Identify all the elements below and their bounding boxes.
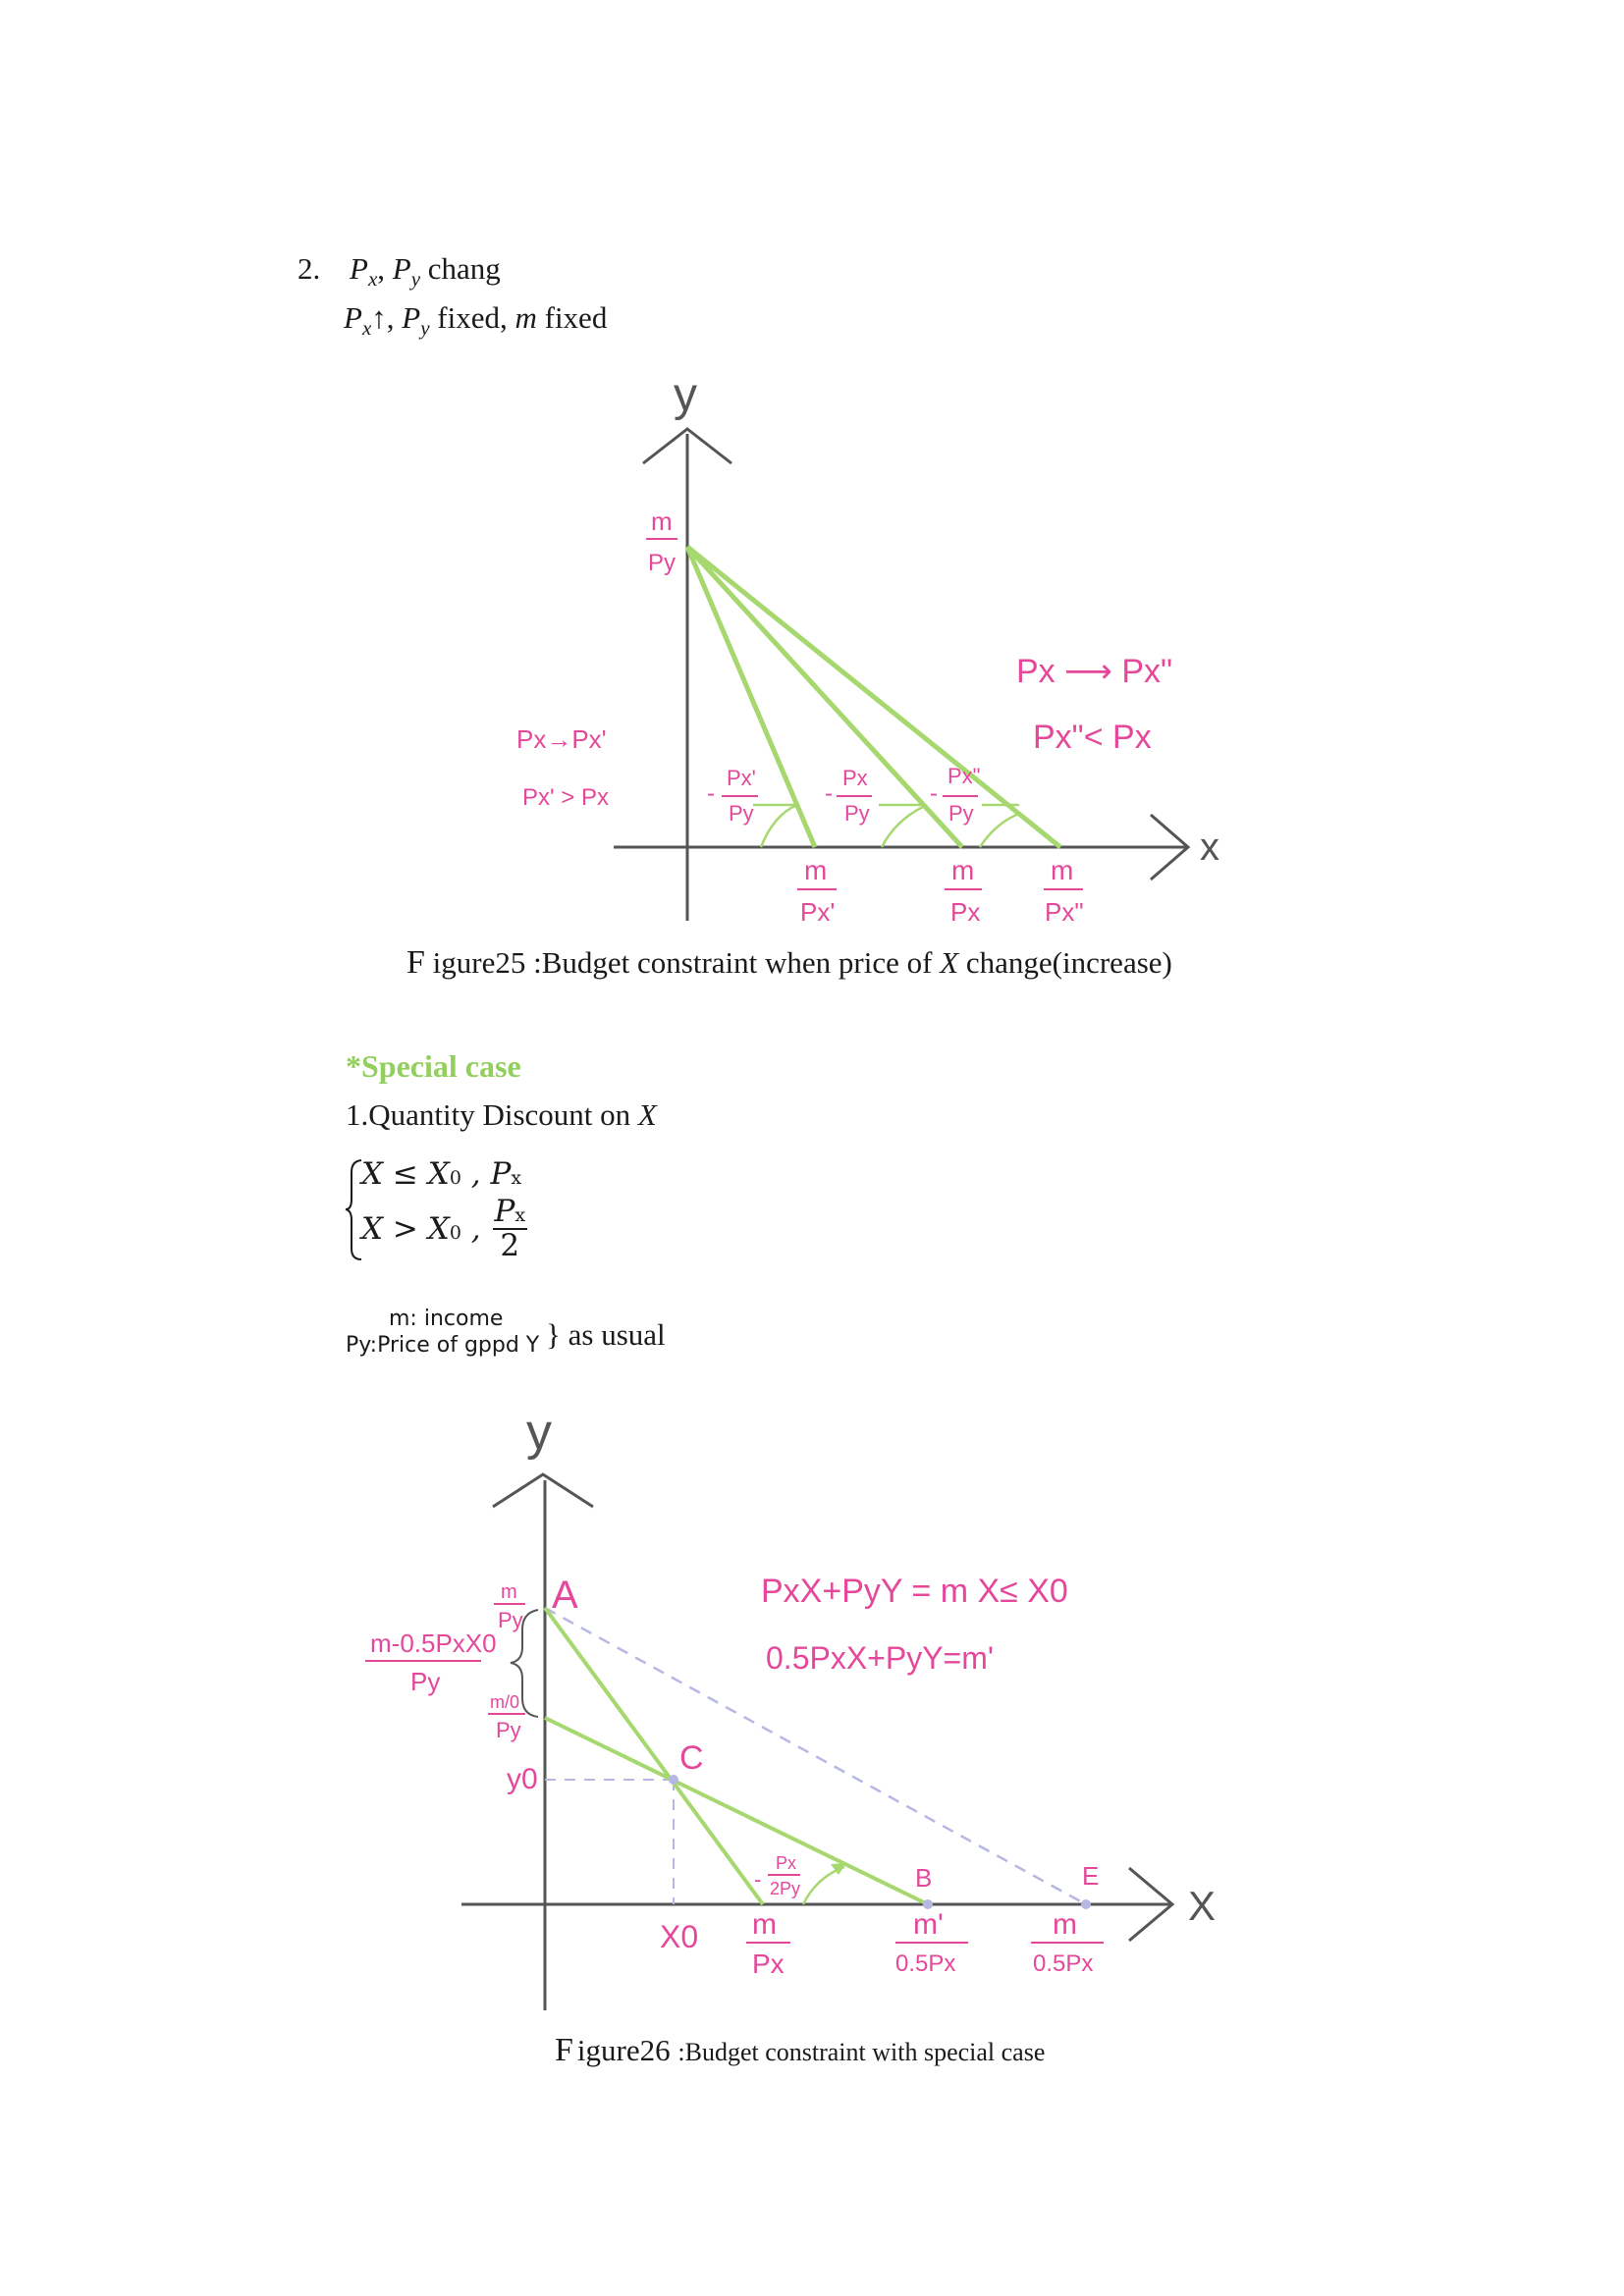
fig25-caption-x: X	[940, 945, 959, 980]
case2-fraction	[493, 1196, 528, 1261]
fig26-equation-1: PxX+PyY = m X≤ X0	[761, 1573, 1068, 1610]
fig25-x-int-3-den: Px"	[1045, 897, 1084, 927]
notes-brace: }	[546, 1317, 561, 1352]
special-case-heading: *Special case	[346, 1048, 521, 1084]
fig26-slope-minus: -	[754, 1867, 762, 1892]
fig26-x-int-2-num: m'	[913, 1908, 944, 1941]
fig26-x-int-3-num: m	[1053, 1908, 1077, 1941]
special-case-item	[346, 1097, 657, 1133]
fig25-slope-2-minus: -	[825, 780, 833, 807]
price-x-subscript: x	[367, 267, 378, 291]
fig26-y-int-num: m	[501, 1581, 517, 1603]
fig26-y-arrowhead	[493, 1474, 593, 1507]
fig26-point-e: E	[1082, 1861, 1100, 1891]
fig25-caption-f: F	[406, 944, 425, 981]
fig26-y-int-den: Py	[498, 1608, 523, 1632]
fig25-right-note-1: Px ⟶ Px"	[1016, 653, 1173, 690]
section-number: 2.	[298, 251, 321, 286]
fig26-x-int-2-den: 0.5Px	[895, 1950, 956, 1977]
price-y-symbol: P	[392, 251, 411, 286]
as-usual-text	[546, 1317, 666, 1353]
fig26-x0-label: X0	[660, 1919, 699, 1954]
figure25-caption	[406, 944, 1172, 982]
fig25-caption-end: change(increase)	[958, 945, 1172, 980]
fig25-caption-text: igure25 :Budget constraint when price of	[424, 945, 941, 980]
fig25-x-int-1-den: Px'	[800, 897, 836, 927]
fig26-x-int-1-den: Px	[752, 1949, 785, 1979]
fig26-slope-den: 2Py	[770, 1879, 801, 1898]
heading-separator: ,	[377, 251, 393, 286]
case1-condition: X ≤ X	[361, 1156, 450, 1192]
fig25-left-note-2: Px' > Px	[522, 784, 609, 811]
fig25-x-axis-label: x	[1200, 826, 1219, 869]
line2-px-sub: x	[361, 316, 372, 340]
fig25-x-int-2-num: m	[951, 855, 975, 885]
figure26-caption	[555, 2032, 1045, 2069]
fig25-slope-1-minus: -	[707, 780, 715, 807]
fig26-left-den: Py	[410, 1667, 441, 1696]
fig26-point-e-dot	[1081, 1899, 1091, 1909]
special-case-item-text: 1.Quantity Discount on	[346, 1097, 638, 1132]
case2-num-sub: x	[514, 1204, 526, 1226]
case2-den: 2	[500, 1227, 520, 1263]
fig25-slope-2-den: Py	[844, 801, 870, 826]
case2-num: P	[494, 1194, 515, 1229]
fig26-y-int2-num: m/0	[490, 1692, 520, 1712]
case2-sep: ,	[460, 1210, 481, 1247]
fig26-budget-line-discount	[545, 1718, 928, 1904]
fig26-point-c-dot	[669, 1775, 678, 1785]
fig25-y-intercept-num: m	[651, 507, 673, 536]
fig26-caption-num: igure26	[576, 2033, 678, 2067]
case1-price: , P	[460, 1156, 512, 1192]
line2-py: P	[402, 300, 421, 335]
fig26-x-int-3-den: 0.5Px	[1033, 1950, 1094, 1977]
case1-sub: 0	[449, 1167, 461, 1189]
fig26-x-axis-label: X	[1188, 1883, 1217, 1929]
fig25-angle-arc-3	[980, 813, 1021, 847]
fig26-caption-f: F	[555, 2032, 573, 2068]
fig26-y-int2-den: Py	[496, 1718, 521, 1742]
fig26-left-num: m-0.5PxX0	[370, 1629, 497, 1658]
fig26-point-c: C	[679, 1739, 704, 1777]
note-income: m: income	[389, 1307, 504, 1331]
fig25-slope-1-num: Px'	[727, 766, 756, 790]
line2-m: m	[514, 300, 537, 335]
piecewise-case-2	[361, 1196, 529, 1261]
case2-sub: 0	[449, 1221, 461, 1244]
fig26-y-axis-label: y	[526, 1404, 552, 1461]
fig25-slope-1-den: Py	[729, 801, 754, 826]
heading-rest: chang	[420, 251, 501, 286]
fig26-slope-num: Px	[776, 1853, 797, 1873]
fig25-slope-3-den: Py	[948, 801, 974, 826]
fig25-y-intercept-den: Py	[648, 550, 677, 576]
fig25-slope-3-minus: -	[930, 780, 938, 807]
as-usual-label: as usual	[560, 1317, 666, 1352]
line2-arrow: ↑,	[371, 300, 403, 335]
fig26-point-b: B	[915, 1863, 933, 1893]
fig25-x-int-2-den: Px	[950, 897, 981, 927]
line2-px: P	[344, 300, 362, 335]
notes-block	[346, 1306, 539, 1359]
fig26-x-int-1-num: m	[752, 1908, 777, 1941]
fig26-equation-2: 0.5PxX+PyY=m'	[766, 1640, 994, 1676]
case1-price-sub: x	[511, 1167, 522, 1189]
fig25-angle-arc-1	[761, 805, 797, 847]
line2-mid: fixed,	[429, 300, 515, 335]
fig25-x-int-1-num: m	[804, 855, 828, 885]
piecewise-case-1	[361, 1156, 521, 1192]
line2-end: fixed	[536, 300, 608, 335]
fig26-budget-line-full-price	[545, 1608, 763, 1904]
price-y-subscript: y	[410, 267, 421, 291]
price-x-symbol: P	[350, 251, 368, 286]
fig25-left-note-1: Px→Px'	[516, 724, 607, 754]
fig26-point-a: A	[552, 1574, 578, 1617]
case2-condition: X > X	[361, 1210, 450, 1247]
fig25-slope-3-num: Px"	[947, 764, 981, 788]
fig25-right-note-2: Px"< Px	[1033, 719, 1152, 756]
note-price-y: Py:Price of gppd Y	[346, 1333, 540, 1358]
fig25-slope-2-num: Px	[842, 766, 868, 790]
fig26-y0-label: y0	[507, 1763, 538, 1795]
fig25-x-int-3-num: m	[1051, 855, 1074, 885]
special-case-item-x: X	[637, 1097, 657, 1132]
line2-py-sub: y	[420, 316, 430, 340]
fig25-y-axis-label: y	[674, 369, 697, 421]
fig25-angle-arc-2	[882, 807, 923, 847]
fig26-caption-text: :Budget constraint with special case	[677, 2038, 1046, 2066]
